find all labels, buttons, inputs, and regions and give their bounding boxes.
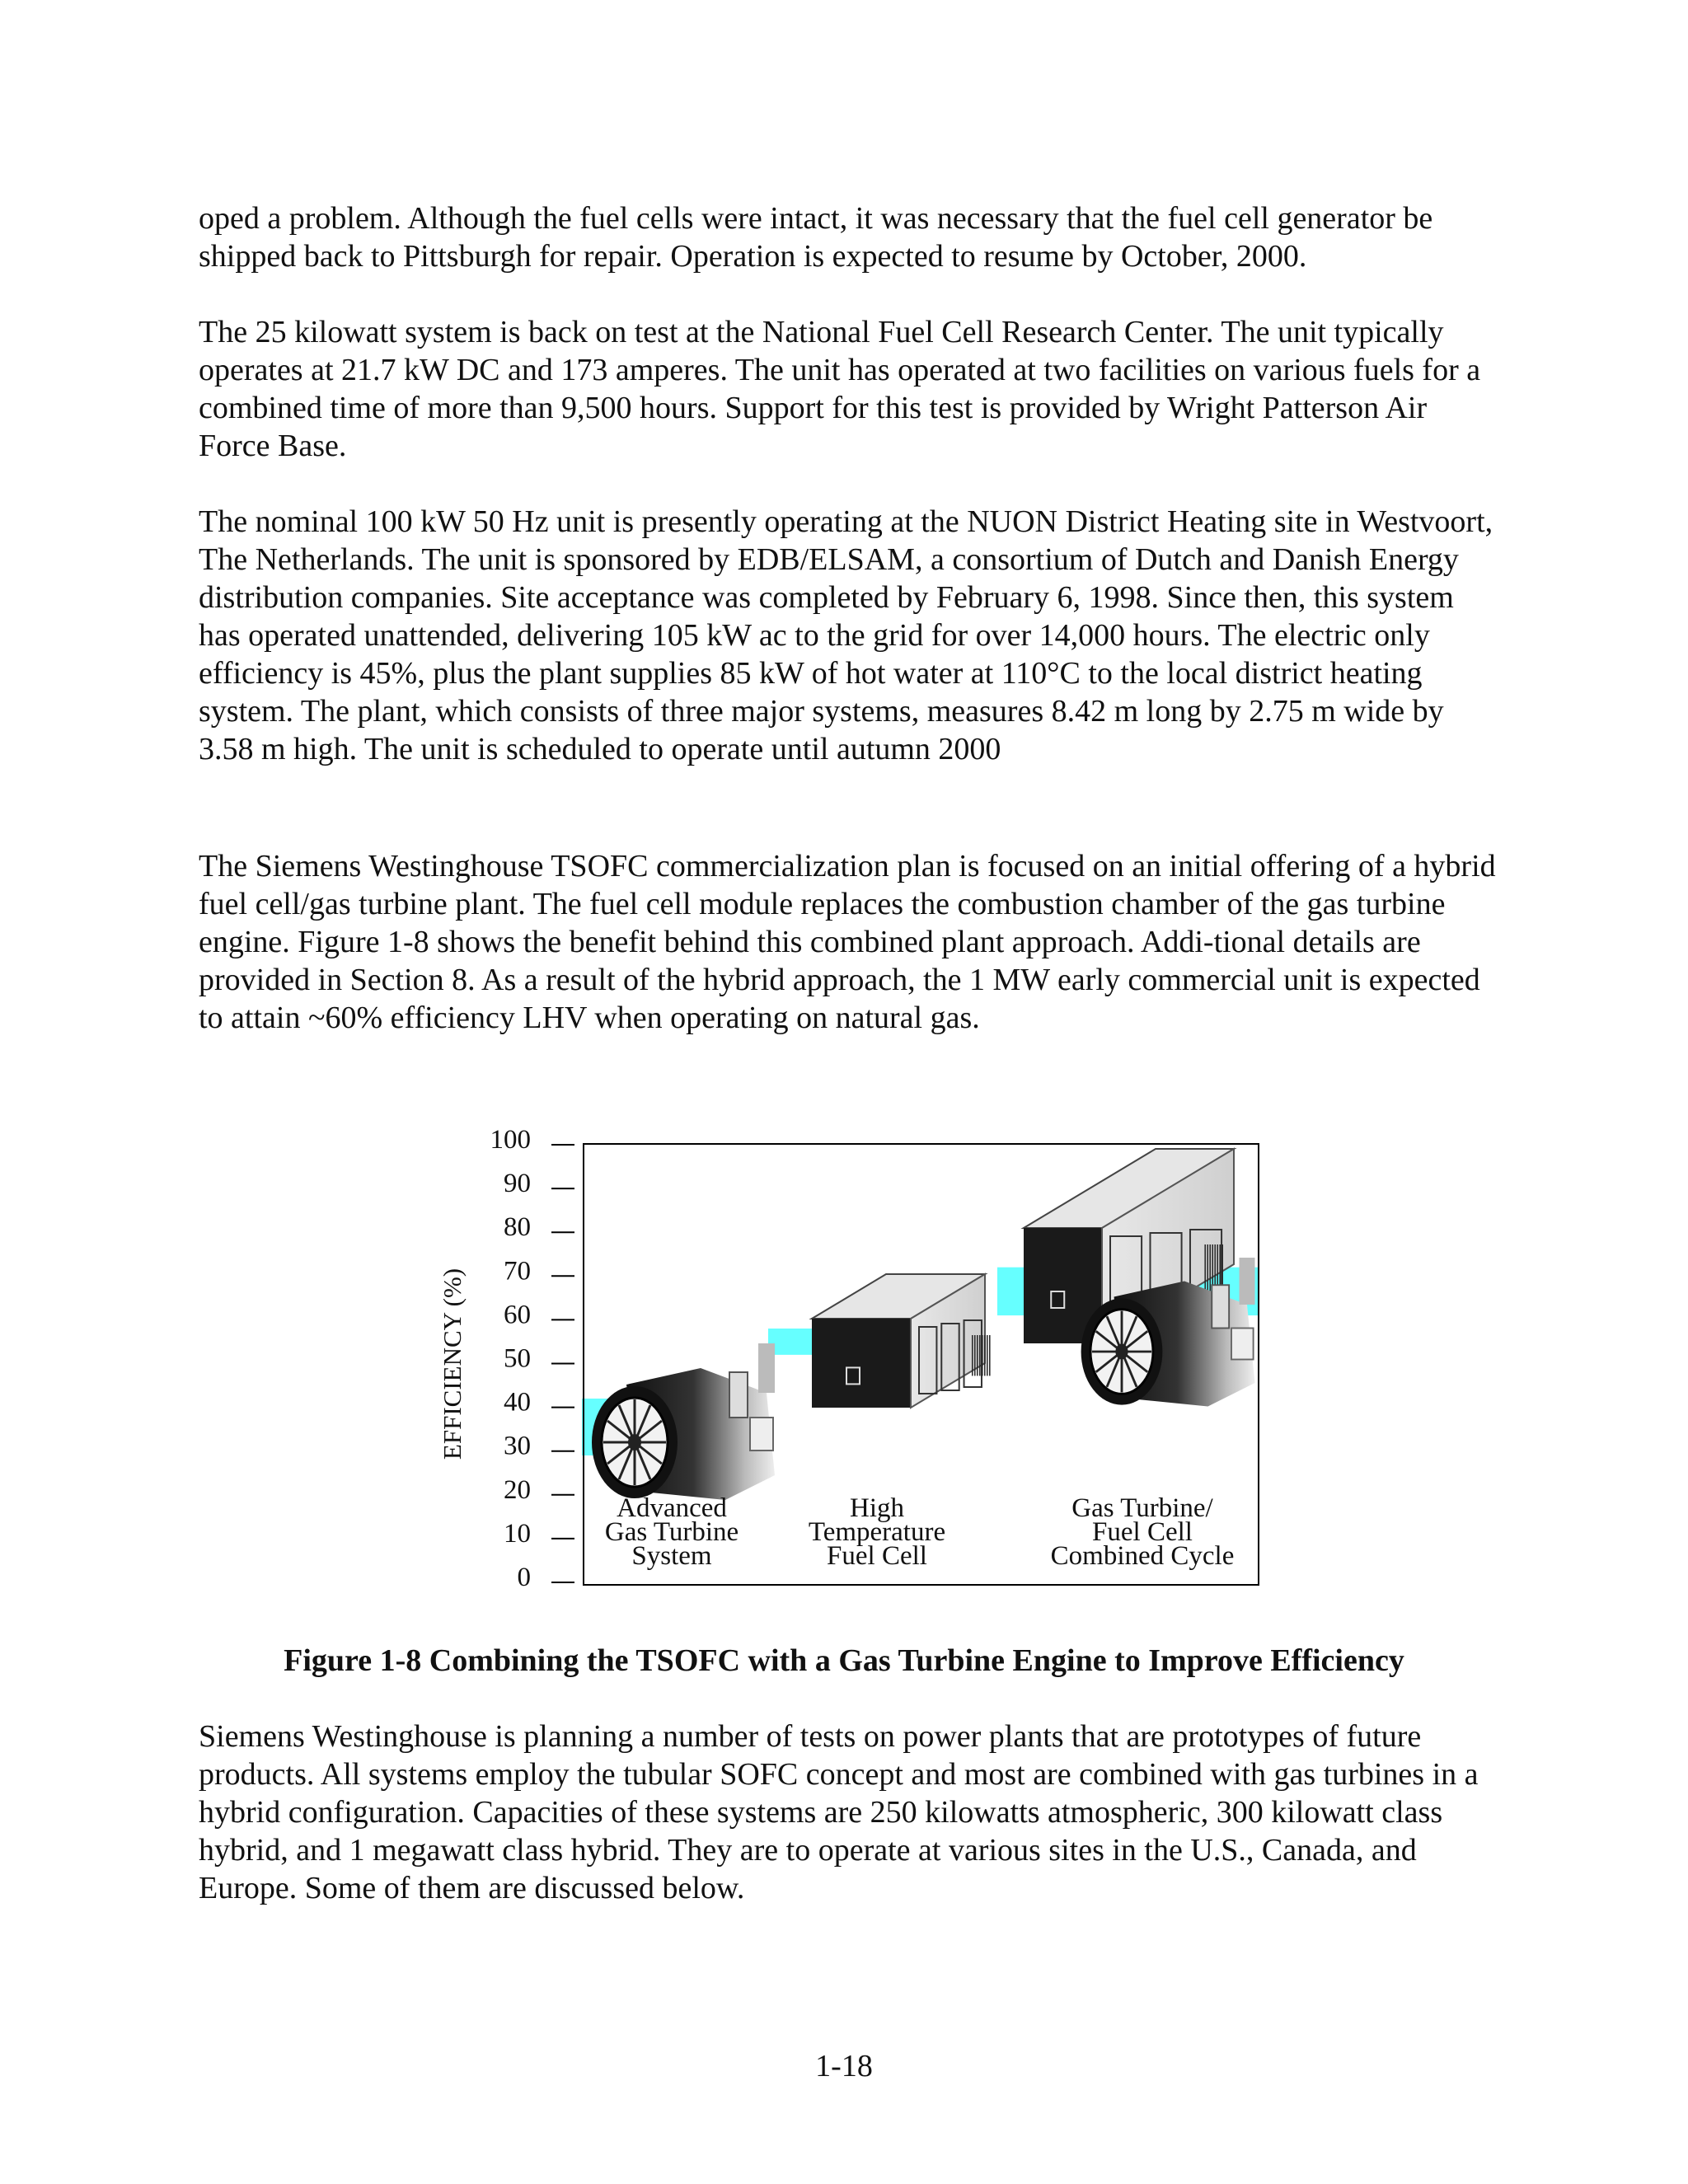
y-tick-label-10: 10	[504, 1518, 531, 1549]
y-tick-label-70: 70	[504, 1256, 531, 1286]
paragraph-1: oped a problem. Although the fuel cells were intact, it was necessary that the fuel cell generator be shipped back to Pittsburgh for repair. Operation is expected to resume by October, 2000.	[199, 201, 1433, 274]
category-label-2-line-1: High	[850, 1493, 904, 1523]
y-tick-label-30: 30	[504, 1431, 531, 1461]
y-tick-label-90: 90	[504, 1169, 531, 1199]
paragraph-4: The Siemens Westinghouse TSOFC commercialization plan is focused on an initial offering of a hybrid fuel cell/gas turbine plant. The fuel cell module replaces the combustion chamber of the gas turbine engine. Figure 1-8 shows the benefit behind this combined plant approach. Addi-tional details are provided in Section 8. As a result of the hybrid approach, the 1 MW early commercial unit is expected to attain ~60% efficiency LHV when operating on natural gas.	[199, 849, 1496, 1035]
category-label-3-line-2: Fuel Cell	[1092, 1517, 1193, 1547]
category-label-1-line-1: Advanced	[617, 1493, 727, 1523]
gas-turbine-illustration	[592, 1343, 775, 1500]
page-number: 1-18	[815, 2049, 873, 2083]
category-label-2-line-2: Temperature	[808, 1517, 946, 1547]
category-label-2-line-3: Fuel Cell	[827, 1541, 927, 1571]
category-label-1-line-2: Gas Turbine	[604, 1517, 739, 1547]
y-tick-label-0: 0	[517, 1563, 531, 1592]
category-label-3-line-3: Combined Cycle	[1050, 1541, 1235, 1571]
y-tick-label-100: 100	[490, 1125, 531, 1155]
y-tick-label-40: 40	[504, 1387, 531, 1418]
category-label-1-line-3: System	[631, 1541, 712, 1571]
paragraph-5: Siemens Westinghouse is planning a number of tests on power plants that are prototypes of future products. All systems employ the tubular SOFC concept and most are combined with gas turbines in a hybrid configuration. Capacities of these systems are 250 kilowatts atmospheric, 300 kilowatt class hybrid, and 1 megawatt class hybrid. They are to operate at various sites in the U.S., Canada, and Europe. Some of them are discussed below.	[199, 1719, 1479, 1905]
y-tick-label-80: 80	[504, 1212, 531, 1243]
chart-layer	[438, 1125, 1259, 1592]
category-label-3-line-1: Gas Turbine/	[1071, 1493, 1213, 1523]
y-axis-label: EFFICIENCY (%)	[438, 1268, 467, 1460]
paragraph-2: The 25 kilowatt system is back on test at the National Fuel Cell Research Center. The unit typically operates at 21.7 kW DC and 173 amperes. The unit has operated at two facilities on various fuels for a combined time of more than 9,500 hours. Support for this test is provided by Wright Patterson Air Force Base.	[199, 315, 1481, 463]
fuel-cell-illustration	[812, 1274, 990, 1408]
y-tick-label-60: 60	[504, 1300, 531, 1330]
paragraph-3: The nominal 100 kW 50 Hz unit is presently operating at the NUON District Heating site in Westvoort, The Netherlands. The unit is sponsored by EDB/ELSAM, a consortium of Dutch and Danish Energy distribution companies. Site acceptance was completed by February 6, 1998. Since then, this system has operated unattended, delivering 105 kW ac to the grid for over 14,000 hours. The electric only efficiency is 45%, plus the plant supplies 85 kW of hot water at 110°C to the local district heating system. The plant, which consists of three major systems, measures 8.42 m long by 2.75 m wide by 3.58 m high. The unit is scheduled to operate until autumn 2000	[199, 504, 1493, 766]
y-tick-label-20: 20	[504, 1474, 531, 1505]
figure-caption: Figure 1-8 Combining the TSOFC with a Gas Turbine Engine to Improve Efficiency	[284, 1643, 1404, 1678]
y-tick-label-50: 50	[504, 1343, 531, 1374]
